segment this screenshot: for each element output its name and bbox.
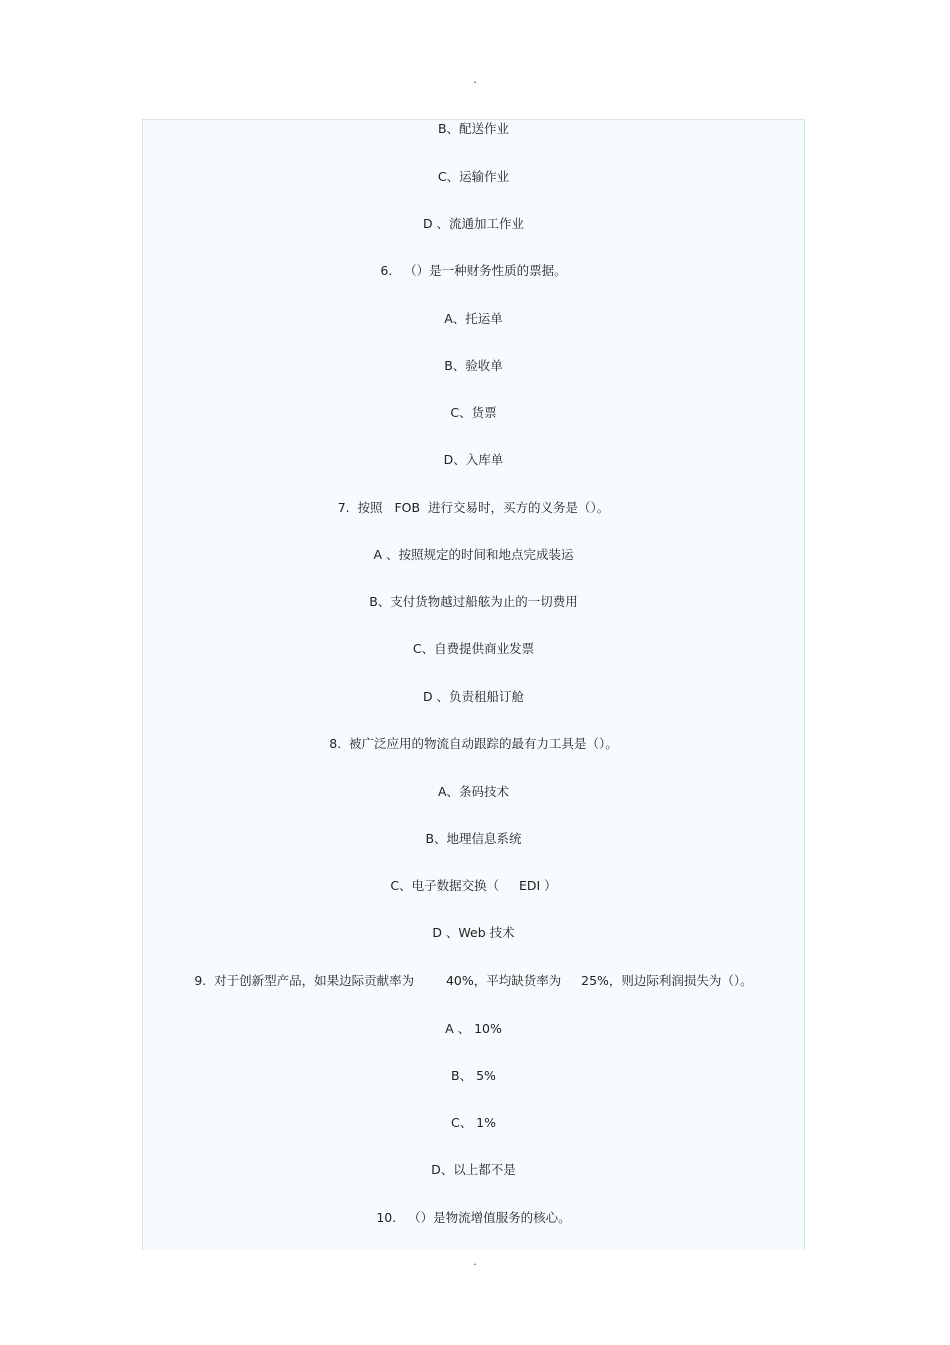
option-a-q7: A 、按照规定的时间和地点完成装运 [373,547,574,562]
question-6: 6. （）是一种财务性质的票据。 [380,263,567,278]
option-b-q9: B、 5% [451,1068,496,1083]
question-7: 7. 按照 FOB 进行交易时，买方的义务是（）。 [337,500,610,515]
option-c-q5: C、运输作业 [437,169,510,184]
option-b-q8: B、地理信息系统 [425,831,522,846]
option-d-q5: D 、流通加工作业 [422,216,525,231]
question-8: 8. 被广泛应用的物流自动跟踪的最有力工具是（）。 [329,736,618,751]
option-d-q7: D 、负责租船订舱 [422,689,525,704]
option-a-q9: A 、 10% [445,1021,502,1036]
page-mark-top: . [473,73,477,86]
option-c-q7: C、自费提供商业发票 [412,641,535,656]
option-a-q8: A、条码技术 [437,784,510,799]
option-c-q8: C、电子数据交换（ EDI ） [390,878,557,893]
option-c-q9: C、 1% [450,1115,497,1130]
page-mark-bottom: . [473,1255,477,1268]
option-d-q6: D、入库单 [443,452,504,467]
option-b-q6: B、验收单 [444,358,503,373]
option-b-q7: B、支付货物越过船舷为止的一切费用 [369,594,578,609]
option-b-q5: B、配送作业 [437,121,510,136]
question-10: 10. （）是物流增值服务的核心。 [376,1210,571,1225]
option-c-q6: C、货票 [450,405,497,420]
option-a-q6: A、托运单 [444,311,503,326]
option-d-q8: D 、Web 技术 [432,925,515,940]
option-d-q9: D、以上都不是 [431,1162,516,1177]
question-9: 9. 对于创新型产品，如果边际贡献率为 40%，平均缺货率为 25%，则边际利润损失为（）。 [194,973,753,988]
